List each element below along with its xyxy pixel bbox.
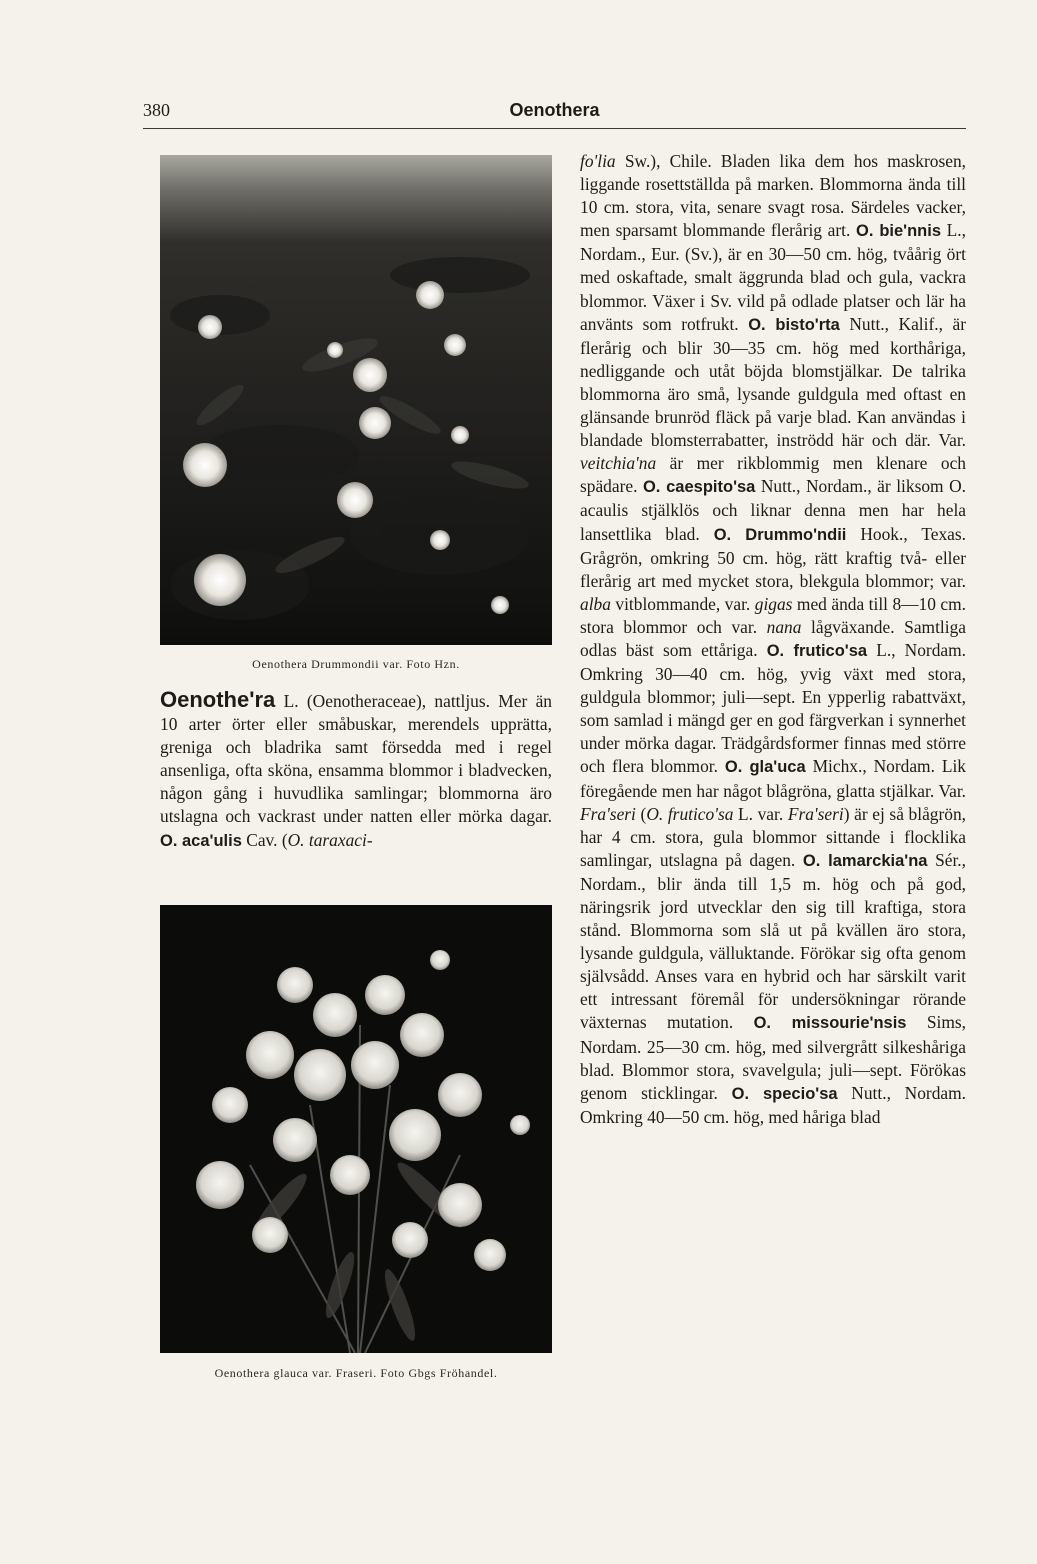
species-name: O. bisto'rta — [748, 315, 840, 334]
entry-headword: Oenothe'ra — [160, 687, 276, 712]
running-head: Oenothera — [509, 100, 600, 120]
entry-continuation: fo'lia Sw.), Chile. Bladen lika dem hos maskrosen, liggande rosettställda på marken. Blommorna ända till 10 cm. stora, vita, senare svagt rosa. Särdeles vacker, men sparsamt blommande flerårig art. O. bie'nnis L., Nordam., Eur. (Sv.), är en 30—50 cm. hög, tvåårig ört med oskaftade, smalt äggrunda blad och gula, vackra blommor. Växer i Sv. vild på odlade platser och lär ha använts som rotfrukt. O. bisto'rta Nutt., Kalif., är flerårig och blir 30—35 cm. hög med korthåriga, nedliggande och utåt böjda blomstjälkar. De talrika blommorna äro små, lysande guldgula med oftast en glänsande brunröd fläck på varje blad. Kan användas i blandade blomsterrabatter, inströdd här och där. Var. veitchia'na är mer rikblommig men klenare och spädare. O. caespito'sa Nutt., Nordam., är liksom O. acaulis stjälklös och liknar denna men har hela lansettlika blad. O. Drummo'ndii Hook., Texas. Grågrön, omkring 50 cm. hög, rätt kraftig två- eller flerårig art med mycket stora, blekgula blommor; var. alba vitblommande, var. gigas med ända till 8—10 cm. stora blommor och var. nana lågväxande. Samtliga odlas bäst som ettåriga. O. frutico'sa L., Nordam. Omkring 30—40 cm. hög, yvig växt med stora, guldgula blommor; juli—sept. En ypperlig rabattväxt, som samlad i mängd ger en god färgverkan i synnerhet under mörka dagar. Trädgårdsformer finnas med större och flera blommor. O. gla'uca Michx., Nordam. Lik föregående men har något blågröna, glatta stjälkar. Var. Fra'seri (O. frutico'sa L. var. Fra'seri) är ej så blågrön, har 4 cm. stora, gula blommor sittande i flocklika samlingar, utslagna på dagen. O. lamarckia'na Sér., Nordam., blir ända till 1,5 m. hög och på god, näringsrik jord utvecklar den sig till kraftiga, stora stånd. Blommorna som slå ut på kvällen äro stora, lysande guldgula, välluktande. Förökar sig ofta genom självsådd. Anses vara en hybrid och har särskilt varit ett intressant föremål för undersökningar rörande växternas mutation. O. missourie'nsis Sims, Nordam. 25—30 cm. hög, med silvergrått silkeshåriga blad. Blommor stora, svavelgula; juli—sept. Förökas genom sticklingar. O. specio'sa Nutt., Nordam. Omkring 40—50 cm. hög, med håriga blad — [580, 151, 967, 1127]
page-header — [143, 100, 966, 124]
photo-oenothera-drummondii — [160, 155, 552, 645]
photo-caption-bottom: Oenothera glauca var. Fraseri. Foto Gbgs Fröhandel. — [214, 1366, 498, 1380]
species-name: O. missourie'nsis — [753, 1014, 907, 1033]
header-rule — [143, 128, 966, 129]
entry-oenothera: Oenothe'ra L. (Oenotheraceae), nattljus. Mer än 10 arter örter eller småbuskar, merendels upprätta, greniga och bladrika samt försedda med i regel ansenliga, ofta sköna, ensamma blommor i bladvecken, någon gång i huvudlika samlingar; blommorna äro utslagna och vackrast under natten eller mörka dagar. O. aca'ulis Cav. (O. taraxaci- — [160, 687, 552, 850]
photo-oenothera-glauca — [160, 905, 552, 1353]
text-column-left — [160, 688, 552, 853]
species-name: O. Drummo'ndii — [713, 525, 847, 544]
species-name: O. caespito'sa — [642, 478, 756, 497]
species-name: O. specio'sa — [731, 1084, 838, 1103]
species-name: O. lamarckia'na — [802, 851, 928, 870]
species-name: O. gla'uca — [724, 758, 806, 777]
page-number: 380 — [143, 100, 170, 120]
photo-caption-top: Oenothera Drummondii var. Foto Hzn. — [252, 657, 460, 671]
text-column-right — [580, 150, 966, 1129]
species-name: O. bie'nnis — [856, 222, 942, 241]
species-name: O. frutico'sa — [766, 641, 868, 660]
species-name: O. aca'ulis — [160, 831, 242, 850]
